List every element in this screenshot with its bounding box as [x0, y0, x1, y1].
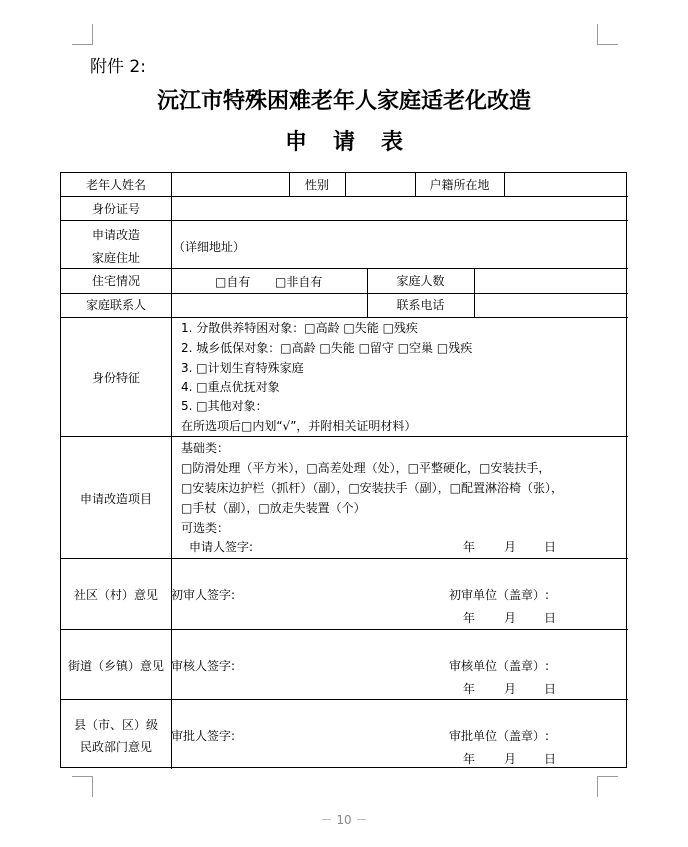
county-opinion-label-line1: 县（市、区）级	[73, 718, 158, 732]
contact-person-label: 家庭联系人	[85, 298, 146, 312]
applicant-date-day: 日	[544, 540, 557, 554]
gender-label: 性别	[304, 178, 329, 192]
county-date-month: 月	[504, 752, 517, 766]
applicant-signature-label: 申请人签字:	[189, 540, 254, 554]
community-unit-label: 初审单位（盖章）:	[449, 588, 550, 602]
crop-mark-top-right	[597, 24, 618, 45]
street-date-month: 月	[504, 682, 517, 696]
county-signature-label: 审批人签字:	[171, 729, 236, 743]
page-subtitle: 申请表	[284, 129, 429, 155]
id-number-label: 身份证号	[91, 202, 140, 216]
community-signature-label: 初审人签字:	[171, 588, 236, 602]
identity-note: 在所选项后□内划“√”，并附相关证明材料）	[181, 419, 417, 433]
housing-not-own-checkbox[interactable]: □非自有	[275, 275, 323, 289]
identity-line-1: 1. 分散供养特困对象：□高龄 □失能 □残疾	[181, 321, 418, 335]
project-line-1: 基础类：	[181, 441, 230, 455]
crop-mark-top-left	[72, 24, 93, 45]
project-line-3: □安装床边护栏（抓杆）（副），□安装扶手（副），□配置淋浴椅（张），	[181, 481, 564, 495]
community-date-month: 月	[504, 611, 517, 625]
hukou-label: 户籍所在地	[429, 178, 490, 192]
address-label-line1: 申请改造	[91, 228, 140, 242]
applicant-date-month: 月	[504, 540, 517, 554]
project-line-4: □手杖（副），□放走失装置（个）	[181, 501, 366, 515]
street-date-day: 日	[544, 682, 557, 696]
county-opinion-label-line2: 民政部门意见	[79, 740, 152, 754]
identity-label: 身份特征	[91, 371, 140, 385]
community-date-year: 年	[463, 611, 476, 625]
applicant-date-year: 年	[463, 540, 476, 554]
address-label-line2: 家庭住址	[91, 251, 140, 265]
community-opinion-label: 社区（村）意见	[73, 588, 158, 602]
household-count-label: 家庭人数	[396, 274, 445, 288]
identity-line-3: 3. □计划生育特殊家庭	[181, 361, 304, 375]
project-line-5: 可选类：	[181, 521, 230, 535]
housing-label: 住宅情况	[91, 274, 140, 288]
street-date-year: 年	[463, 682, 476, 696]
street-signature-label: 审核人签字:	[171, 659, 236, 673]
community-date-day: 日	[544, 611, 557, 625]
county-unit-label: 审批单位（盖章）:	[449, 729, 550, 743]
county-date-day: 日	[544, 752, 557, 766]
identity-line-2: 2. 城乡低保对象：□高龄 □失能 □留守 □空巢 □残疾	[181, 341, 473, 355]
street-unit-label: 审核单位（盖章）:	[449, 659, 550, 673]
elder-name-label: 老年人姓名	[85, 178, 146, 192]
attachment-label: 附件 2:	[90, 57, 146, 77]
phone-label: 联系电话	[396, 298, 445, 312]
project-label: 申请改造项目	[79, 492, 152, 506]
county-date-year: 年	[463, 752, 476, 766]
identity-line-4: 4. □重点优抚对象	[181, 380, 280, 394]
identity-line-5: 5. □其他对象：	[181, 399, 268, 413]
street-opinion-label: 街道（乡镇）意见	[67, 659, 164, 673]
address-hint: （详细地址）	[173, 240, 246, 254]
crop-mark-bottom-right	[597, 776, 618, 797]
application-form-table	[60, 172, 627, 768]
page-title: 沅江市特殊困难老年人家庭适老化改造	[156, 88, 531, 114]
crop-mark-bottom-left	[72, 776, 93, 797]
project-line-2: □防滑处理（平方米），□高差处理（处），□平整硬化，□安装扶手，	[181, 461, 551, 475]
page-number: － 10 －	[320, 813, 368, 827]
housing-own-checkbox[interactable]: □自有	[215, 275, 251, 289]
